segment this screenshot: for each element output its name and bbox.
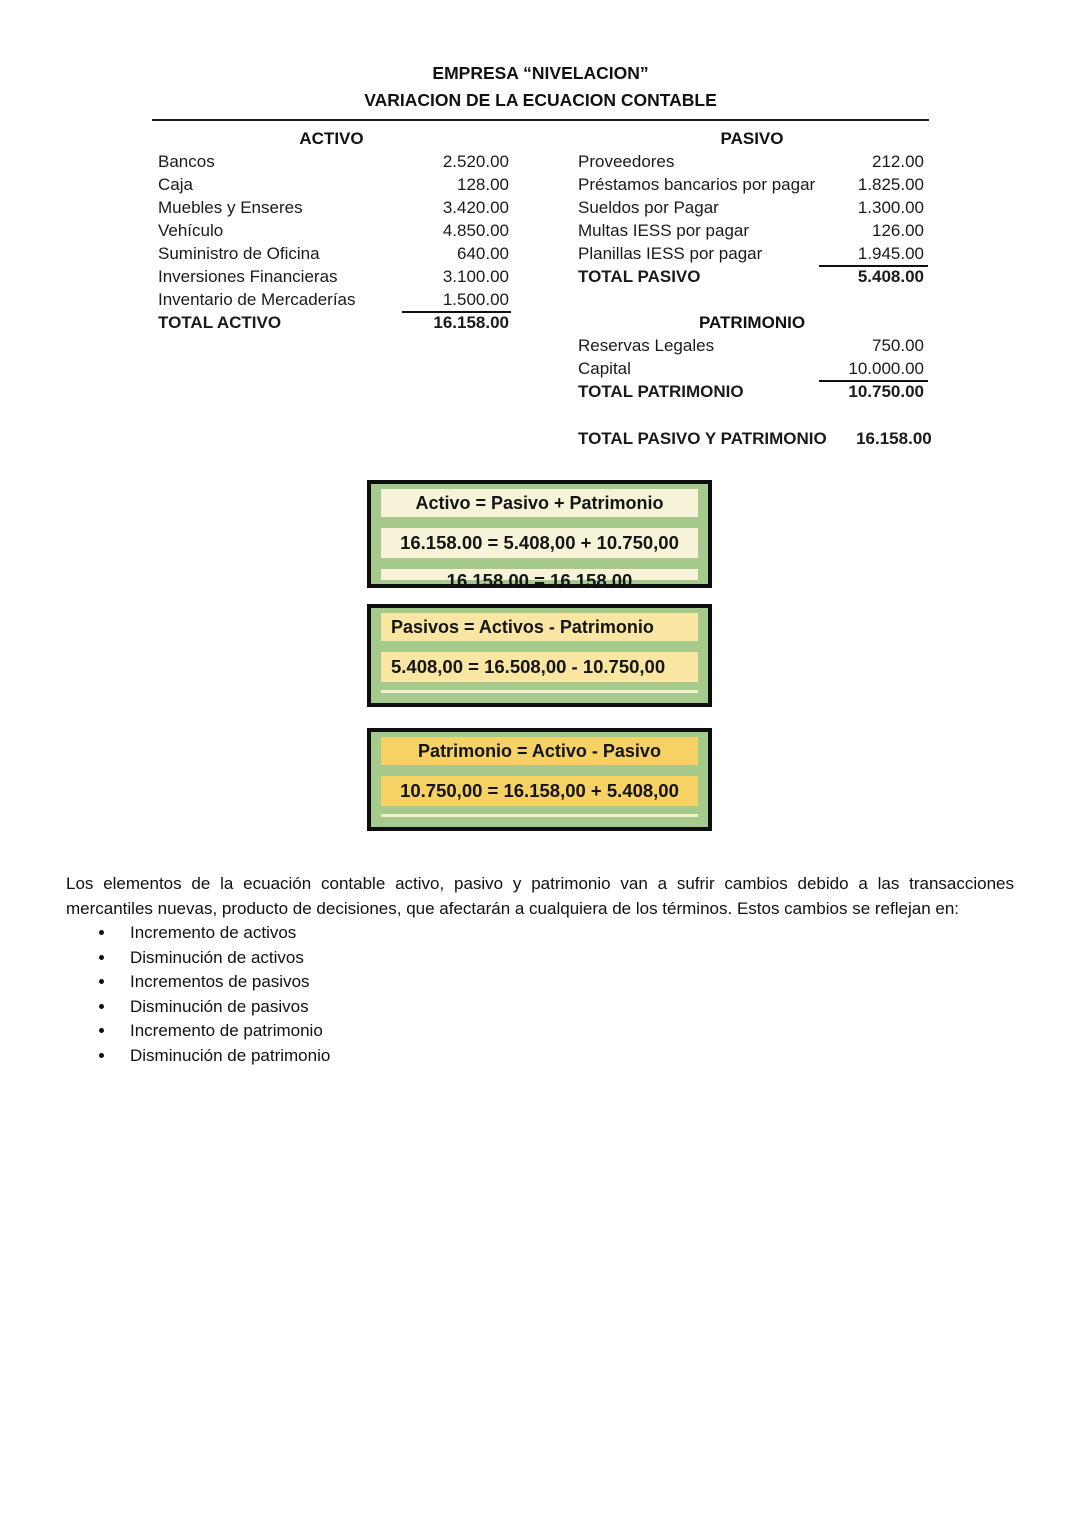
- account-label: Planillas IESS por pagar: [578, 244, 763, 263]
- equation-box-pasivos: [367, 604, 712, 707]
- assets-header: ACTIVO: [299, 129, 364, 148]
- account-value: 1.825.00: [857, 175, 924, 194]
- account-label: Proveedores: [578, 152, 675, 171]
- changes-bullet-list: [100, 921, 636, 1069]
- account-label: Caja: [158, 175, 193, 194]
- spacer: [381, 693, 698, 699]
- table-row: [152, 288, 511, 311]
- assets-rows: [152, 150, 511, 334]
- equation-boxes: [367, 480, 712, 831]
- account-label: Multas IESS por pagar: [578, 221, 750, 240]
- table-row: [152, 150, 511, 173]
- account-label: Vehículo: [158, 221, 224, 240]
- account-value: 212.00: [872, 152, 924, 171]
- equation-box-activo: [367, 480, 712, 591]
- spacer: [576, 403, 928, 427]
- list-item: • Disminución de activos: [116, 946, 636, 971]
- table-row: [576, 380, 928, 403]
- list-item: • Incrementos de pasivos: [116, 970, 636, 995]
- account-label: TOTAL PATRIMONIO: [578, 382, 744, 401]
- equity-header: PATRIMONIO: [698, 313, 806, 332]
- table-row: [152, 265, 511, 288]
- account-value: 750.00: [872, 336, 924, 355]
- table-row: [576, 242, 928, 265]
- account-label: Suministro de Oficina: [158, 244, 320, 263]
- account-value: 10.750.00: [848, 382, 924, 401]
- table-row: [576, 173, 928, 196]
- liabilities-header: PASIVO: [720, 129, 784, 148]
- account-value: 1.500.00: [402, 288, 511, 313]
- list-item: • Incremento de patrimonio: [116, 1019, 636, 1044]
- account-label: TOTAL ACTIVO: [158, 313, 282, 332]
- table-row: [152, 219, 511, 242]
- table-row: [152, 196, 511, 219]
- company-name: EMPRESA “NIVELACION”: [432, 63, 649, 83]
- body-paragraph: Los elementos de la ecuación contable activo, pasivo y patrimonio van a sufrir cambios debido a las transacciones mercantiles nuevas, producto de decisiones, que afectarán a cualquiera de los términos. Estos cambios se reflejan en:: [66, 874, 1014, 918]
- account-label: TOTAL PASIVO: [578, 267, 701, 286]
- account-label: Sueldos por Pagar: [578, 198, 719, 217]
- account-value: 16.158.00: [433, 313, 509, 332]
- account-label: Capital: [578, 359, 631, 378]
- spacer: [576, 288, 928, 311]
- equation-header: Patrimonio = Activo - Pasivo: [381, 737, 698, 765]
- account-value: 1.945.00: [819, 242, 928, 267]
- account-value: 5.408.00: [857, 267, 924, 286]
- document-subtitle: VARIACION DE LA ECUACION CONTABLE: [364, 90, 717, 110]
- equation-values: 16.158.00 = 5.408,00 + 10.750,00: [381, 528, 698, 558]
- account-value: 640.00: [457, 244, 509, 263]
- account-label: Reservas Legales: [578, 336, 715, 355]
- account-value: 2.520.00: [442, 152, 509, 171]
- account-value: 128.00: [457, 175, 509, 194]
- equation-values: 10.750,00 = 16.158,00 + 5.408,00: [381, 776, 698, 806]
- grand-total-value: 16.158.00: [856, 429, 932, 448]
- account-label: Inventario de Mercaderías: [158, 290, 356, 309]
- equation-header: Activo = Pasivo + Patrimonio: [381, 489, 698, 517]
- table-row: [152, 173, 511, 196]
- assets-column: [152, 127, 511, 334]
- account-value: 3.100.00: [442, 267, 509, 286]
- table-row: [576, 196, 928, 219]
- list-item: • Incremento de activos: [116, 921, 636, 946]
- table-row: [152, 311, 511, 334]
- header-rule: [152, 119, 929, 121]
- equation-box-patrimonio: [367, 728, 712, 831]
- equity-rows: [576, 334, 928, 403]
- table-row: [576, 150, 928, 173]
- equation-values: 5.408,00 = 16.508,00 - 10.750,00: [381, 652, 698, 682]
- table-row: [576, 357, 928, 380]
- account-value: 126.00: [872, 221, 924, 240]
- list-item: • Disminución de patrimonio: [116, 1044, 636, 1069]
- spacer: [381, 817, 698, 823]
- account-value: 10.000.00: [819, 357, 928, 382]
- liabilities-column: [576, 127, 932, 450]
- table-row: [576, 265, 928, 288]
- list-item: • Disminución de pasivos: [116, 995, 636, 1020]
- liabilities-rows: [576, 150, 928, 288]
- account-value: 1.300.00: [857, 198, 924, 217]
- account-label: Bancos: [158, 152, 215, 171]
- account-label: Muebles y Enseres: [158, 198, 303, 217]
- table-row: [576, 334, 928, 357]
- grand-total-row: [576, 427, 932, 450]
- account-label: Préstamos bancarios por pagar: [578, 175, 816, 194]
- account-label: Inversiones Financieras: [158, 267, 338, 286]
- equation-clipped-line: 16.158.00 = 16.158.00: [381, 569, 698, 580]
- document-title: [152, 60, 929, 114]
- equation-header: Pasivos = Activos - Patrimonio: [381, 613, 698, 641]
- account-value: 3.420.00: [442, 198, 509, 217]
- table-row: [576, 219, 928, 242]
- account-value: 4.850.00: [442, 221, 509, 240]
- table-row: [152, 242, 511, 265]
- grand-total-label: TOTAL PASIVO Y PATRIMONIO: [578, 429, 827, 448]
